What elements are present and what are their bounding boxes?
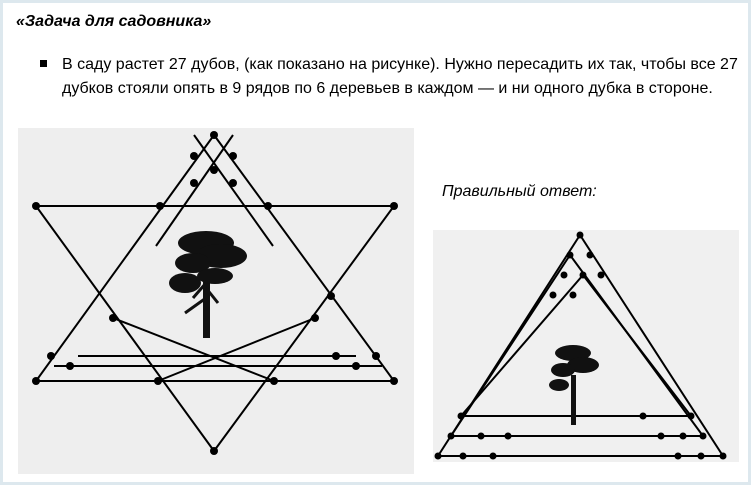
tree-dot-icon: [390, 202, 398, 210]
slide-title: «Задача для садовника»: [16, 13, 212, 30]
tree-dot-icon: [109, 314, 117, 322]
tree-dot-icon: [154, 377, 162, 385]
tree-dot-icon: [270, 377, 278, 385]
tree-dot-icon: [675, 453, 682, 460]
task-text: В саду растет 27 дубов, (как показано на рисунке). Нужно пересадить их так, чтобы все 27 дубков стояли опять в 9 рядов по 6 деревьев в каждом — и ни одного дубка в стороне.: [62, 56, 738, 97]
tree-dot-icon: [264, 202, 272, 210]
tree-dots: [32, 131, 398, 455]
oak-tree-icon: [169, 231, 247, 338]
star-diagram: [18, 128, 414, 474]
tree-dot-icon: [448, 433, 455, 440]
tree-dot-icon: [210, 131, 218, 139]
tree-dot-icon: [490, 453, 497, 460]
tree-dot-icon: [156, 202, 164, 210]
tree-dot-icon: [32, 377, 40, 385]
tree-dots: [435, 232, 727, 460]
tree-dot-icon: [229, 152, 237, 160]
tree-dot-icon: [550, 292, 557, 299]
tree-dot-icon: [210, 166, 218, 174]
tree-dot-icon: [658, 433, 665, 440]
problem-figure: [18, 128, 414, 474]
tree-dot-icon: [372, 352, 380, 360]
tree-dot-icon: [210, 447, 218, 455]
tree-dot-icon: [577, 232, 584, 239]
tree-dot-icon: [390, 377, 398, 385]
tree-dot-icon: [190, 179, 198, 187]
tree-dot-icon: [332, 352, 340, 360]
tree-dot-icon: [66, 362, 74, 370]
tree-dot-icon: [640, 413, 647, 420]
tree-dot-icon: [587, 252, 594, 259]
bullet-icon: [40, 60, 47, 67]
tree-dot-icon: [478, 433, 485, 440]
oak-tree-icon: [549, 345, 599, 425]
tree-dot-icon: [598, 272, 605, 279]
tree-dot-icon: [688, 413, 695, 420]
tree-dot-icon: [561, 272, 568, 279]
tree-dot-icon: [229, 179, 237, 187]
tree-dot-icon: [460, 453, 467, 460]
tree-dot-icon: [698, 453, 705, 460]
tree-dot-icon: [47, 352, 55, 360]
tree-dot-icon: [700, 433, 707, 440]
tree-dot-icon: [352, 362, 360, 370]
tree-dot-icon: [570, 292, 577, 299]
tree-dot-icon: [32, 202, 40, 210]
answer-label: Правильный ответ:: [442, 183, 597, 200]
tree-dot-icon: [190, 152, 198, 160]
tree-dot-icon: [580, 272, 587, 279]
tree-dot-icon: [720, 453, 727, 460]
answer-figure: [433, 230, 739, 462]
tree-dot-icon: [458, 413, 465, 420]
tree-dot-icon: [435, 453, 442, 460]
tree-dot-icon: [505, 433, 512, 440]
tree-dot-icon: [567, 252, 574, 259]
tree-dot-icon: [327, 292, 335, 300]
triangle-diagram: [433, 230, 739, 462]
tree-dot-icon: [311, 314, 319, 322]
tree-dot-icon: [680, 433, 687, 440]
